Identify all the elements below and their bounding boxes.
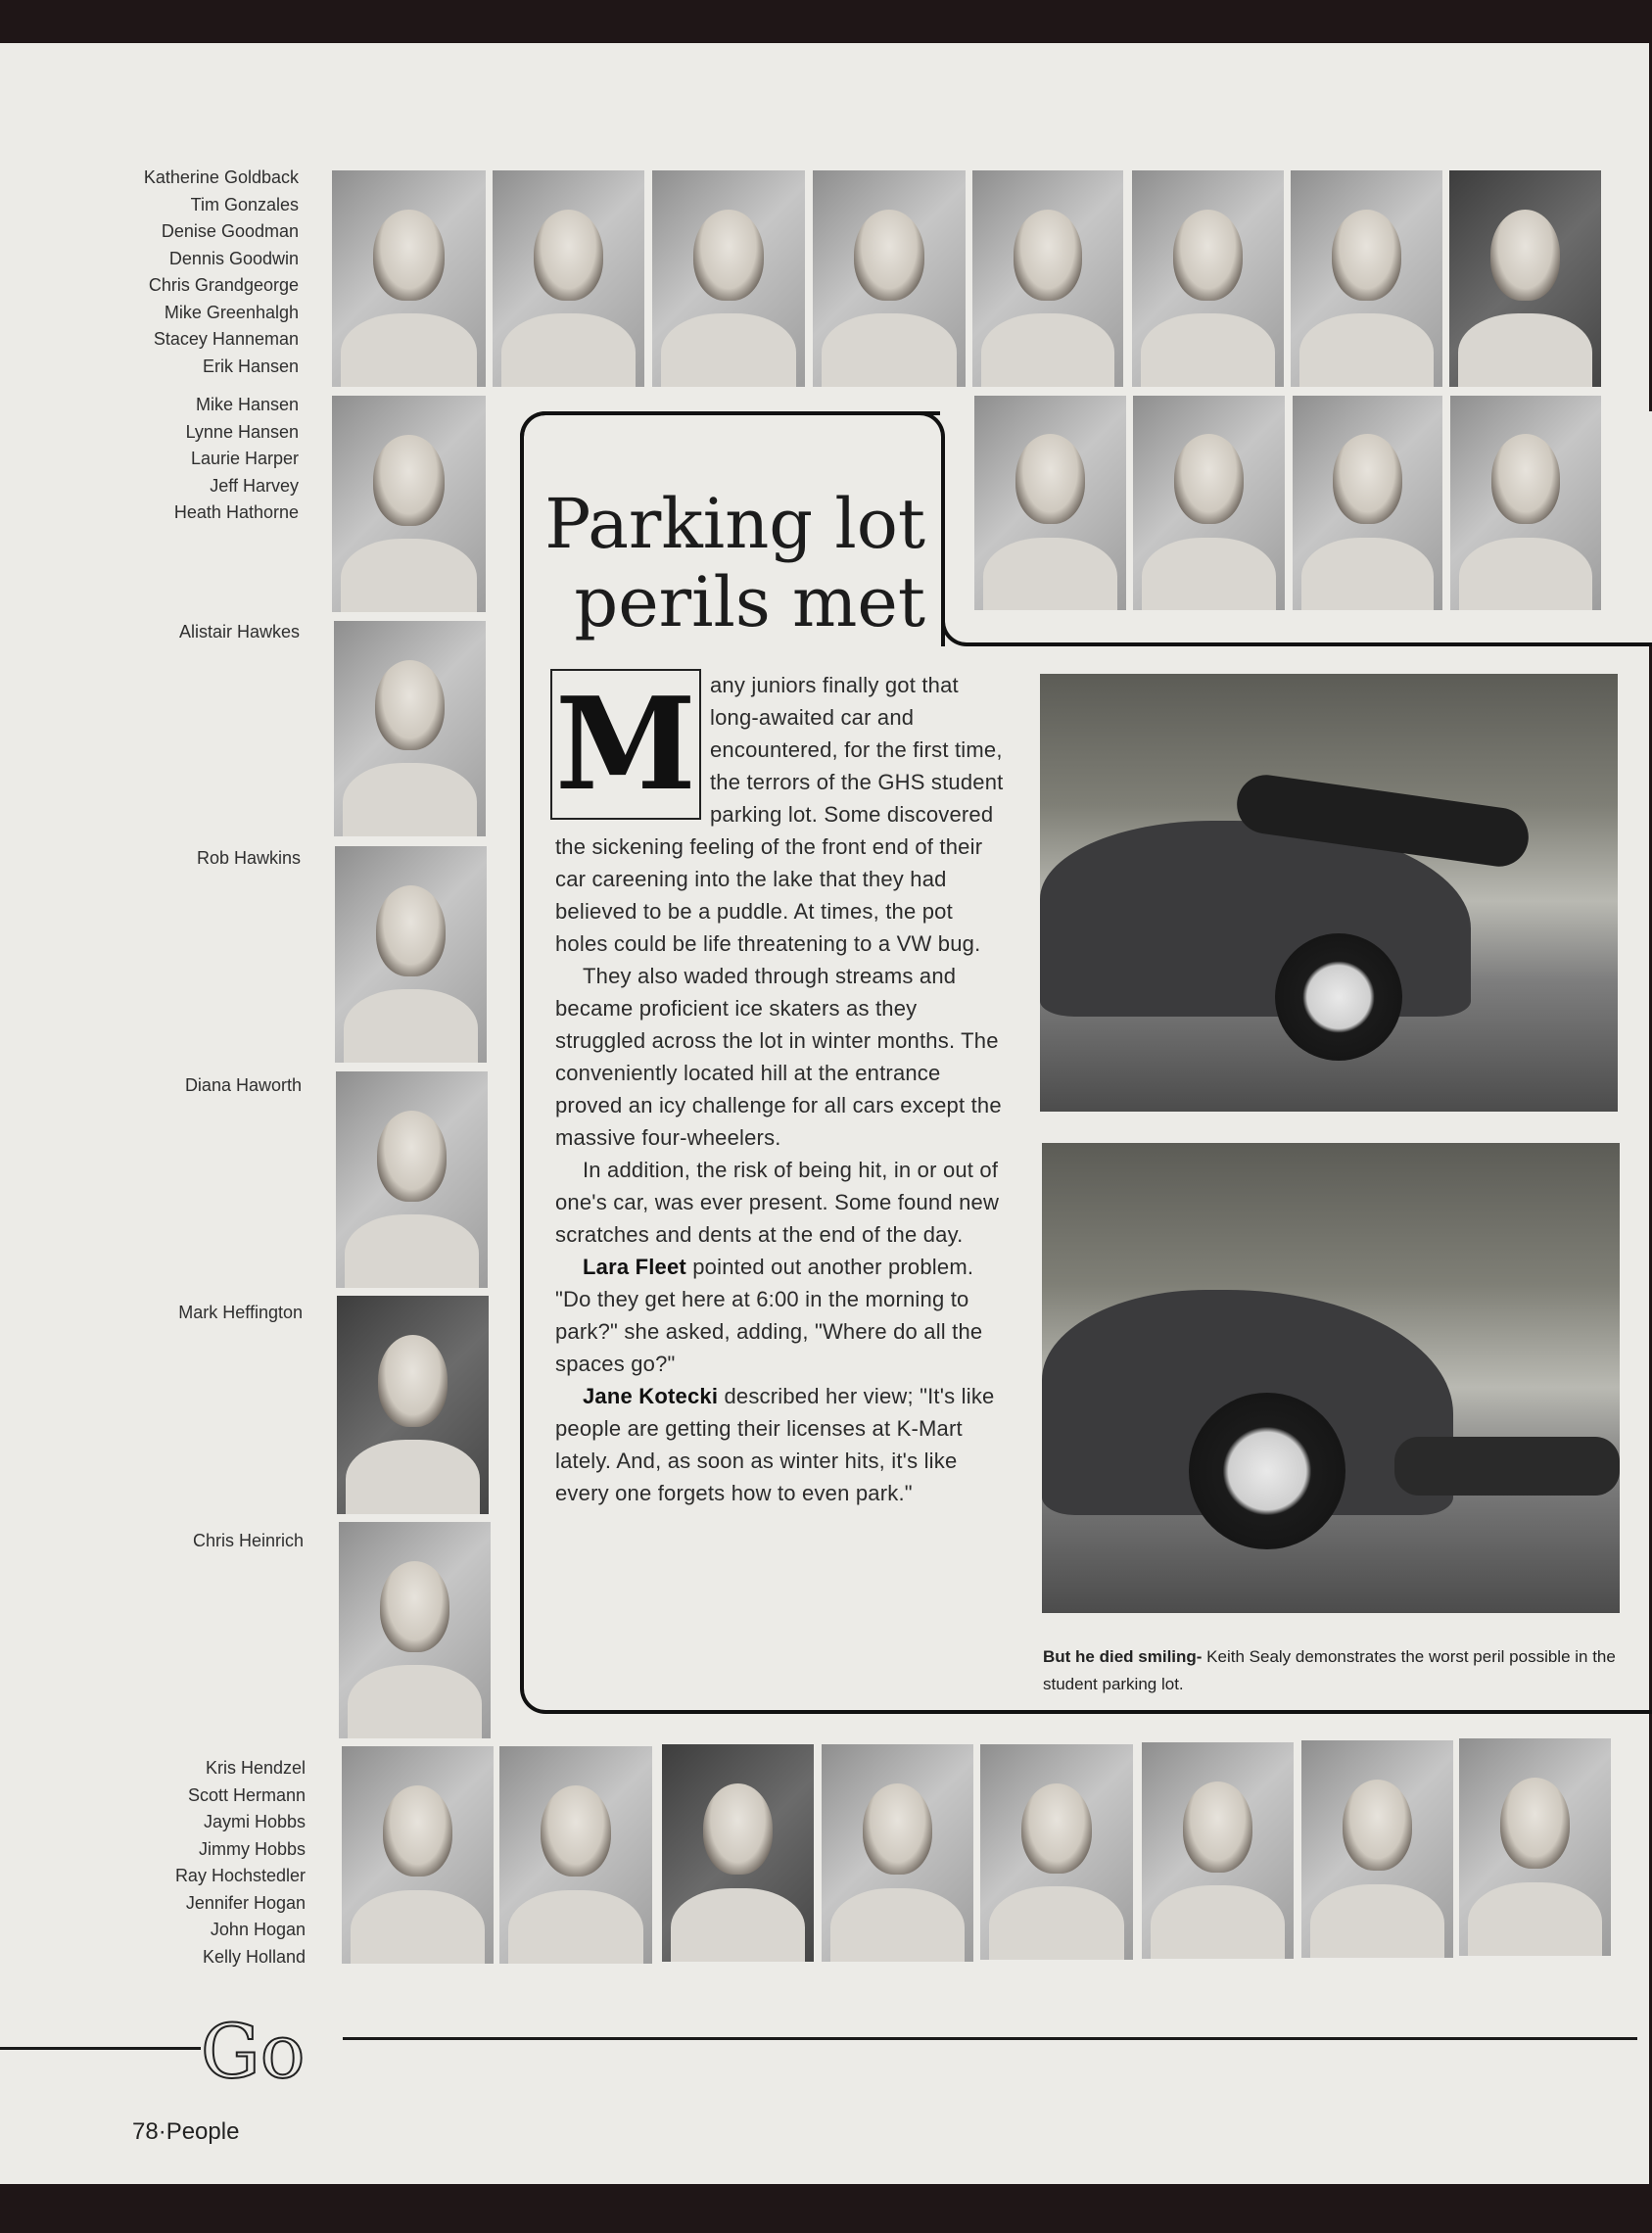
page-folio: 78·People [132,2118,240,2145]
drop-cap: M [550,669,701,820]
student-name: Jeff Harvey [210,475,299,496]
portrait [334,621,486,836]
portrait [493,170,644,387]
student-name: Stacey Hanneman [153,329,299,349]
portrait [1133,396,1285,610]
portrait [332,396,486,612]
name-list-bottom [59,1755,306,1971]
portrait [337,1296,489,1514]
article-headline [534,485,925,641]
frame-notch-rule [941,607,1652,646]
student-name: Katherine Goldback [143,167,299,187]
name-single [59,1528,304,1555]
student-name: Mike Hansen [195,395,299,414]
student-name: Laurie Harper [190,449,299,468]
name-single [59,845,301,873]
article-paragraph: They also waded through streams and became proficient ice skaters as they struggled across the lot in winter months. The conveniently located hill at the entrance proved an icy challenge for all cars except the massive four-wheelers. [555,964,1002,1150]
student-name: Dennis Goodwin [168,248,299,268]
portrait [972,170,1123,387]
portrait [1450,396,1601,610]
student-name: Jimmy Hobbs [198,1838,306,1859]
student-name: Heath Hathorne [173,502,299,522]
article-body [555,669,1006,1509]
student-name: Erik Hansen [202,356,299,376]
car-photo-bottom [1042,1143,1620,1613]
name-list-second [59,392,299,527]
headline-line: perils met [574,562,925,642]
portrait [335,846,487,1063]
article-paragraph: any juniors finally got that long-awaited car and encountered, for the first time, the terrors of the GHS student parking lot. Some discovered the sickening feeling of the front end of their car careening into the lake that they had believed to be a puddle. At times, the pot holes could be life threatening to a VW bug. [555,673,1004,956]
portrait [1293,396,1442,610]
student-name: Mark Heffington [178,1303,303,1322]
footer-rule-right [343,2037,1637,2040]
student-name: Lynne Hansen [185,421,299,442]
portrait [662,1744,814,1962]
portrait [1132,170,1284,387]
portrait [1459,1738,1611,1956]
name-single [59,1300,303,1327]
name-single [59,619,300,646]
quote-text: pointed out another problem. "Do they get here at 6:00 in the morning to park?" she asked, adding, "Where do all the spaces go?" [555,1255,983,1376]
quote-text: described her view; "It's like people are getting their licenses at K-Mart lately. And, as soon as winter hits, it's like every one forgets how to even park." [555,1384,995,1505]
portrait [332,170,486,387]
portrait [813,170,966,387]
caption-text: Keith Sealy demonstrates the worst peril possible in the student parking lot. [1043,1647,1616,1693]
go-logo: Go [201,2008,306,2095]
student-name: Chris Heinrich [192,1531,304,1550]
student-name: Tim Gonzales [190,194,299,214]
portrait [974,396,1126,610]
student-name: Scott Hermann [187,1784,306,1805]
portrait [339,1522,491,1738]
student-name: Alistair Hawkes [178,622,300,641]
footer-rule-left [0,2047,201,2050]
portrait [336,1071,488,1288]
portrait [1291,170,1442,387]
car-photo-top [1040,674,1618,1112]
student-name: John Hogan [210,1920,306,1939]
portrait [1449,170,1601,387]
article-paragraph [555,1251,1006,1380]
portrait [652,170,805,387]
portrait [1142,1742,1294,1959]
portrait [342,1746,494,1964]
portrait [499,1746,652,1964]
student-name: Diana Haworth [184,1075,302,1095]
article-paragraph [555,1380,1006,1509]
student-name: Chris Grandgeorge [148,275,299,295]
portrait [822,1744,973,1962]
name-single [59,1072,302,1100]
article-paragraph: In addition, the risk of being hit, in or out of one's car, was ever present. Some found new scratches and dents at the end of the day. [555,1158,1000,1247]
caption-lead: But he died smiling- [1043,1647,1203,1666]
headline-line: Parking lot [544,484,925,564]
student-name: Rob Hawkins [196,848,301,868]
portrait [1301,1740,1453,1958]
student-name: Kelly Holland [202,1946,306,1967]
student-name: Jaymi Hobbs [203,1812,306,1831]
student-name: Denise Goodman [161,221,299,241]
student-name: Jennifer Hogan [185,1892,306,1913]
photo-caption [1043,1643,1630,1698]
student-name: Kris Hendzel [205,1758,306,1778]
portrait [980,1744,1133,1960]
student-name: Mike Greenhalgh [164,302,299,322]
student-name: Ray Hochstedler [174,1866,306,1885]
quoted-student: Lara Fleet [583,1255,686,1279]
quoted-student: Jane Kotecki [583,1384,719,1408]
name-list-top [59,165,299,380]
